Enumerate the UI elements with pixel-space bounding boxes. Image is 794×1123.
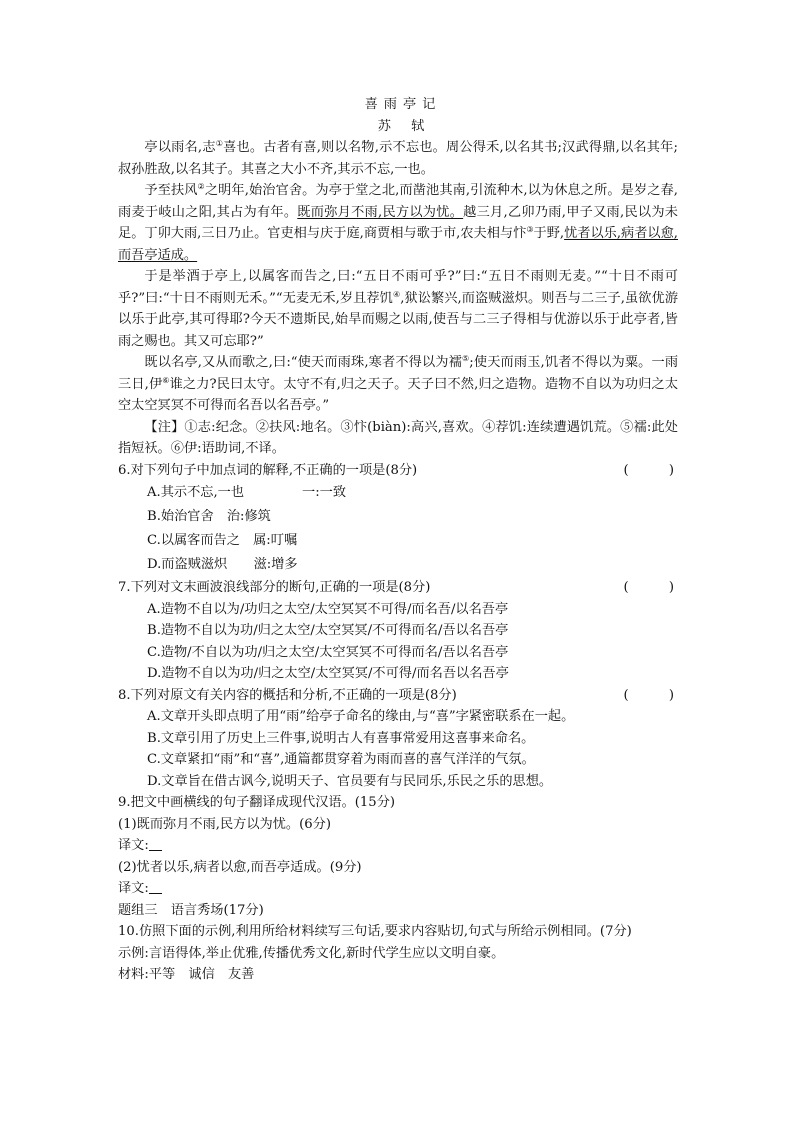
question-6 — [118, 460, 692, 482]
exam-page — [118, 94, 692, 986]
question-9-sentence-2: (2)忧者以乐,病者以愈,而吾亭适成。(9分) — [118, 859, 362, 875]
passage-title: 喜雨亭记 — [364, 97, 442, 112]
option-a: A.文章开头即点明了用“雨”给亭子命名的缘由,与“喜”字紧密联系在一起。 — [147, 709, 575, 724]
note-marker: ④ — [392, 289, 401, 299]
option-c: C.以属客而告之 属:叮嘱 — [147, 533, 298, 548]
option-d: D.而盗贼滋炽 滋:增多 — [147, 557, 298, 572]
option-d: D.文章旨在借古讽今,说明天子、官员要有与民同乐,乐民之乐的思想。 — [147, 773, 553, 789]
option-c: C.文章紧扣“雨”和“喜”,通篇都贯穿着为雨而喜的喜气洋洋的气氛。 — [147, 752, 535, 767]
note-marker: ① — [215, 139, 224, 148]
passage-paragraph-2: 予至扶风②之明年,始治官舍。为亭于堂之北,而凿池其南,引流种木,以为休息之所。是岁之春,雨麦于岐山之阳,其占为有年。既而弥月不雨,民方以为忧。越三月,乙卯乃雨,甲子又雨,民以为未足。丁卯大雨,三日乃止。官吏相与庆于庭,商贾相与歌于市,农夫相与忭③于野,忧者以乐,病者以愈,而吾亭适成。 — [118, 182, 678, 263]
option-c: C.造物/不自以为功/归之太空/太空冥冥不可得而名/吾以名吾亭 — [147, 644, 509, 660]
answer-bracket: ( ) — [623, 580, 692, 595]
passage-notes: 【注】①志:纪念。②扶风:地名。③忭(biàn):高兴,喜欢。④荐饥:连续遭遇饥荒。⑤襦:此处指短袄。⑥伊:语助词,不译。 — [118, 419, 678, 456]
question-10: 10.仿照下面的示例,利用所给材料续写三句话,要求内容贴切,句式与所给示例相同。(7分) — [118, 924, 632, 939]
answer-bracket: ( ) — [623, 462, 692, 478]
question-8 — [118, 685, 692, 707]
question-10-material: 材料:平等 诚信 友善 — [118, 967, 255, 982]
question-stem: 6.对下列句子中加点词的解释,不正确的一项是(8分) — [118, 462, 418, 478]
question-9-sentence-1: (1)既而弥月不雨,民方以为忧。(6分) — [118, 816, 331, 832]
passage-paragraph-3: 于是举酒于亭上,以属客而告之,曰:“五日不雨可乎?”曰:“五日不雨则无麦。”“十日不雨可乎?”曰:“十日不雨则无禾。”“无麦无禾,岁且荐饥④,狱讼繁兴,而盗贼滋炽。则吾与二三子,虽欲优游以乐于此亭,其可得耶?今天不遗斯民,始旱而赐之以雨,使吾与二三子得相与优游以乐于此亭者,皆雨之赐也。其又可忘耶?” — [118, 269, 679, 349]
question-stem: 7.下列对文末画波浪线部分的断句,正确的一项是(8分) — [118, 580, 431, 595]
passage-author: 苏 轼 — [377, 118, 433, 134]
question-stem: 8.下列对原文有关内容的概括和分析,不正确的一项是(8分) — [118, 687, 457, 703]
note-marker: ⑥ — [162, 375, 170, 385]
answer-blank[interactable] — [149, 837, 162, 851]
underlined-sentence-1: 既而弥月不雨,民方以为忧。 — [297, 204, 464, 220]
section-heading: 题组三 语言秀场(17分) — [118, 902, 264, 918]
passage-paragraph-4: 既以名亭,又从而歌之,曰:“使天而雨珠,寒者不得以为襦⑤;使天而雨玉,饥者不得以为粟。一雨三日,伊⑥谁之力?民曰太守。太守不有,归之天子。天子曰不然,归之造物。造物不自以为功归之太空太空冥冥不可得而名吾以名吾亭。” — [118, 354, 679, 413]
note-marker: ③ — [526, 225, 534, 234]
underlined-sentence-2: 忧者以乐,病者以愈,而吾亭适成。 — [118, 226, 678, 263]
option-b: B.文章引用了历史上三件事,说明古人有喜事常爱用这喜事来命名。 — [147, 730, 535, 746]
option-b: B.始治官舍 治:修筑 — [147, 509, 271, 524]
question-10-example: 示例:言语得体,举止优雅,传播优秀文化,新时代学生应以文明自豪。 — [118, 945, 505, 961]
question-7 — [118, 577, 692, 599]
answer-blank[interactable] — [149, 880, 162, 894]
translation-line-2: 译文: — [118, 878, 678, 900]
question-9: 9.把文中画横线的句子翻译成现代汉语。(15分) — [118, 795, 396, 810]
option-d: D.造物不自以为功/归之太空/太空冥冥/不可得/而名吾以名吾亭 — [147, 666, 509, 681]
note-marker: ② — [197, 182, 205, 191]
answer-bracket: ( ) — [623, 687, 692, 703]
note-marker: ⑤ — [461, 354, 470, 363]
passage-paragraph-1: 亭以雨名,志①喜也。古者有喜,则以名物,示不忘也。周公得禾,以名其书;汉武得鼎,以名其年;叔孙胜敌,以名其子。其喜之大小不齐,其示不忘,一也。 — [118, 139, 678, 177]
option-a: A.其示不忘,一也 一:一致 — [147, 485, 347, 500]
option-a: A.造物不自以为/功归之太空/太空冥冥不可得/而名吾/以名吾亭 — [147, 601, 509, 617]
translation-line-1: 译文: — [118, 835, 678, 857]
option-b: B.造物不自以为功/归之太空/太空冥冥/不可得而名/吾以名吾亭 — [147, 623, 509, 638]
